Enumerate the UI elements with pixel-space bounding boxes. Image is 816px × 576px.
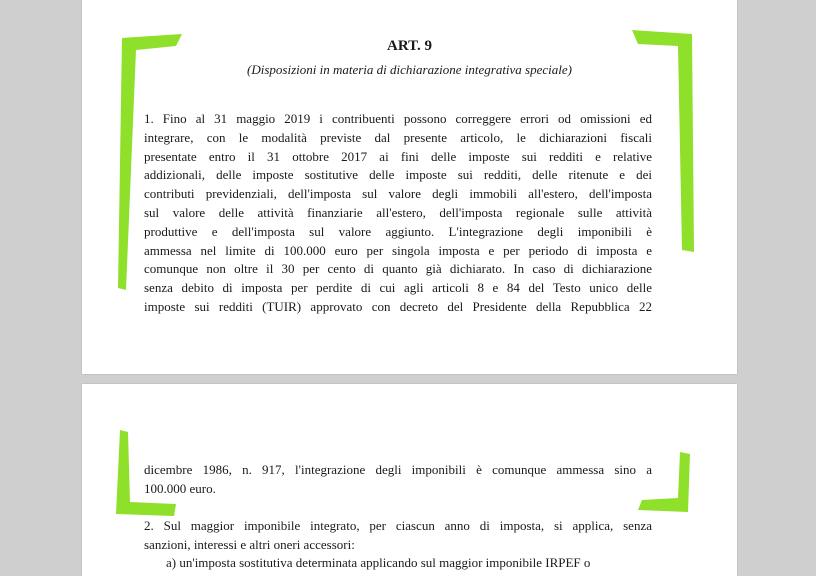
text-line: addizionali, delle imposte sostitutive delle imposte sui redditi, delle ritenute e dei bbox=[144, 167, 652, 183]
paragraph-2 bbox=[144, 517, 652, 555]
text-line: sul valore delle attività finanziarie all'estero, dell'imposta regionale sulle attività bbox=[144, 204, 652, 220]
text-line: integrare, con le modalità previste dal presente articolo, le dichiarazioni fiscali bbox=[144, 129, 652, 145]
text-line: dicembre 1986, n. 917, l'integrazione degli imponibili è comunque ammessa sino a bbox=[144, 462, 652, 477]
text-line: senza debito di imposta per perdite di cui agli articoli 8 e 84 del Testo unico delle bbox=[144, 280, 652, 296]
article-title: ART. 9 bbox=[386, 38, 433, 54]
text-line: imposte sui redditi (TUIR) approvato con decreto del Presidente della Repubblica 22 bbox=[144, 298, 652, 314]
text-line: comunque non oltre il 30 per cento di quanto già dichiarato. In caso di dichiarazione bbox=[144, 261, 652, 277]
paragraph-1 bbox=[144, 110, 652, 317]
article-subtitle: (Disposizioni in materia di dichiarazione integrativa speciale) bbox=[247, 62, 572, 77]
text-line: ammessa nel limite di 100.000 euro per singola imposta e per periodo di imposta e bbox=[144, 242, 652, 258]
paragraph-1-continued bbox=[144, 461, 652, 499]
text-line: presentate entro il 31 ottobre 2017 ai fini delle imposte sui redditi e relative bbox=[144, 148, 652, 164]
text-line: produttive e dell'imposta sul valore aggiunto. L'integrazione degli imponibili è bbox=[144, 223, 652, 239]
document-page-2 bbox=[82, 384, 737, 576]
text-line: a) un'imposta sostitutiva determinata applicando sul maggior imponibile IRPEF o bbox=[166, 555, 591, 570]
list-item-a bbox=[166, 554, 652, 573]
text-line: 1. Fino al 31 maggio 2019 i contribuenti possono correggere errori od omissioni ed bbox=[144, 111, 652, 126]
text-line: sanzioni, interessi e altri oneri accessori: bbox=[144, 536, 355, 552]
text-line: 100.000 euro. bbox=[144, 480, 216, 496]
text-line: 2. Sul maggior imponibile integrato, per ciascun anno di imposta, si applica, senza bbox=[144, 518, 652, 533]
document-page-1 bbox=[82, 0, 737, 374]
text-line: contributi previdenziali, dell'imposta sul valore degli immobili all'estero, dell'imposta bbox=[144, 186, 652, 202]
